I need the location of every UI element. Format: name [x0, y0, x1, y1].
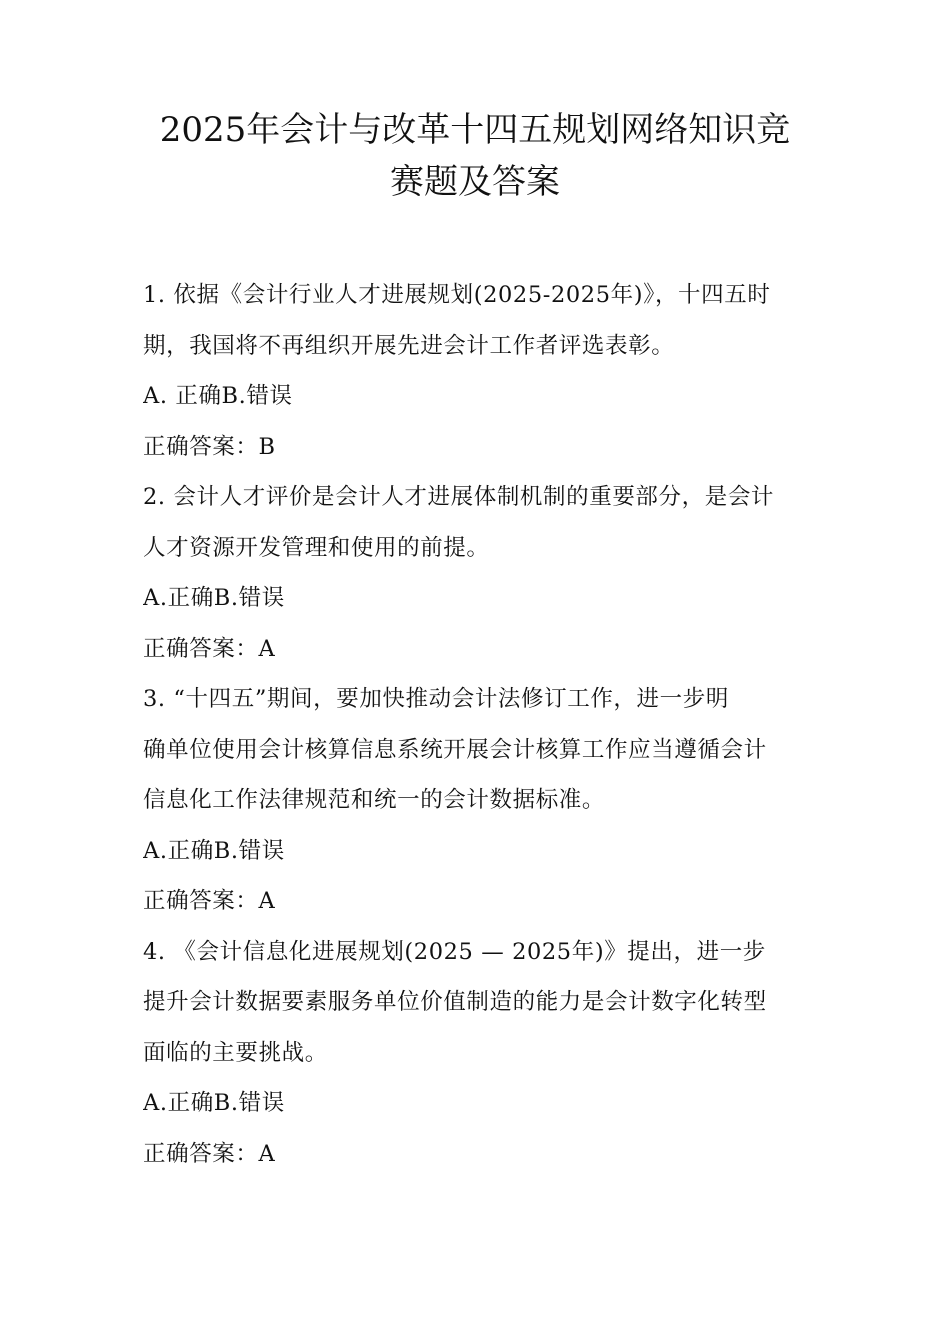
- question-1-text-line-2: 期，我国将不再组织开展先进会计工作者评选表彰。: [143, 332, 675, 359]
- title-line-1: 2025年会计与改革十四五规划网络知识竞: [159, 110, 791, 150]
- question-1-options: A. 正确B.错误: [143, 383, 293, 409]
- question-4-answer: 正确答案：A: [143, 1140, 276, 1167]
- question-3-answer: 正确答案：A: [143, 888, 276, 914]
- question-3-text-line-1: 3. “十四五”期间，要加快推动会计法修订工作，进一步明: [143, 686, 729, 712]
- question-2-answer: 正确答案：A: [143, 635, 276, 662]
- question-4-text-line-2: 提升会计数据要素服务单位价值制造的能力是会计数字化转型: [143, 989, 767, 1015]
- question-4-text-line-3: 面临的主要挑战。: [143, 1039, 328, 1066]
- title-line-2: 赛题及答案: [390, 162, 560, 202]
- question-1-text-line-1: 1. 依据《会计行业人才进展规划(2025-2025年)》，十四五时: [143, 282, 771, 308]
- question-4-text-line-1: 4. 《会计信息化进展规划(2025 — 2025年)》提出，进一步: [143, 938, 766, 965]
- question-2-options: A.正确B.错误: [143, 585, 285, 611]
- question-3-text-line-3: 信息化工作法律规范和统一的会计数据标准。: [143, 787, 606, 813]
- question-3-options: A.正确B.错误: [143, 837, 285, 864]
- question-2-text-line-1: 2. 会计人才评价是会计人才进展体制机制的重要部分，是会计: [143, 484, 775, 510]
- question-2-text-line-2: 人才资源开发管理和使用的前提。: [143, 534, 490, 561]
- question-3-text-line-2: 确单位使用会计核算信息系统开展会计核算工作应当遵循会计: [143, 736, 767, 763]
- document-title: [120, 104, 830, 208]
- question-1-answer: 正确答案：B: [143, 433, 276, 460]
- question-4-options: A.正确B.错误: [143, 1090, 285, 1116]
- question-list: [143, 270, 815, 1179]
